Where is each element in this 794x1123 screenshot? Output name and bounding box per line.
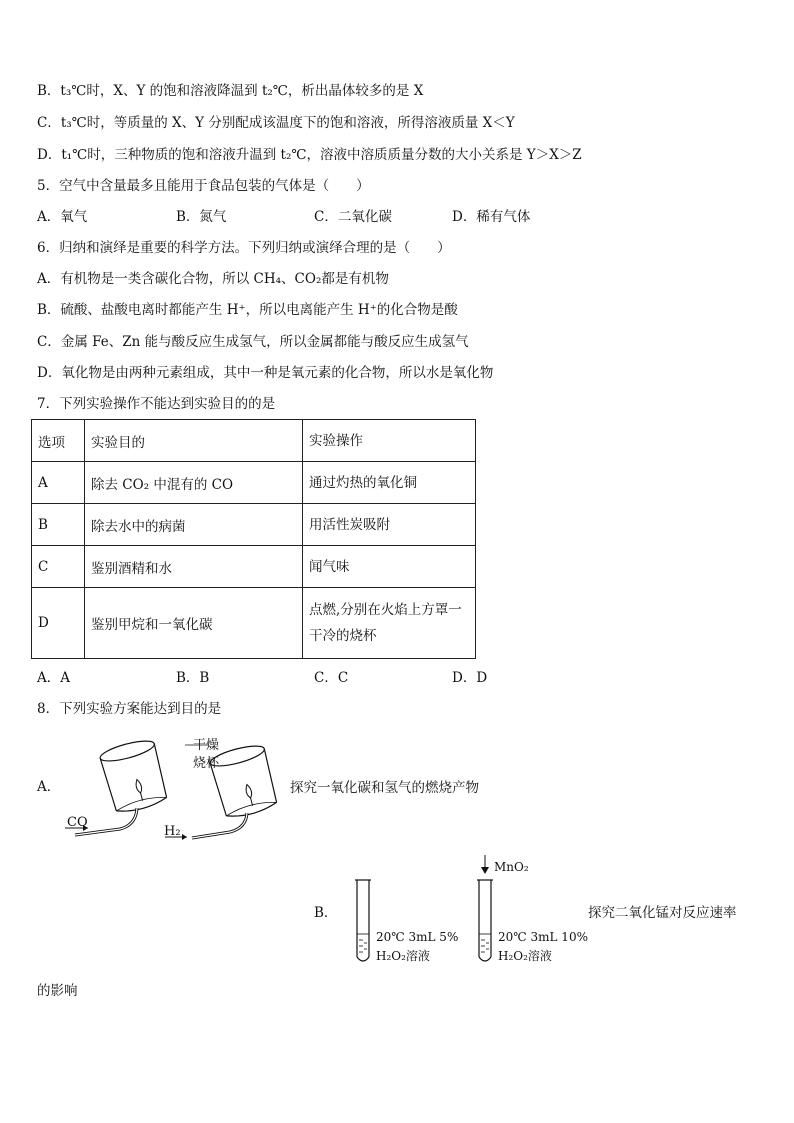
table-header-cell: 实验操作 <box>303 420 476 462</box>
table-header-row <box>32 420 476 462</box>
table-cell: 除去水中的病菌 <box>85 504 303 546</box>
table-row <box>32 588 476 659</box>
table-cell: 鉴别酒精和水 <box>85 546 303 588</box>
q7-option-d: D．D <box>452 670 488 686</box>
table-cell: A <box>32 462 85 504</box>
q5-option-d: D．稀有气体 <box>452 209 531 225</box>
q7-table <box>31 419 476 659</box>
gas-label-co: CO <box>67 815 88 830</box>
q7-option-c: C．C <box>314 670 349 686</box>
q5-option-b: B．氮气 <box>176 209 227 225</box>
table-cell: C <box>32 546 85 588</box>
q6-option-b: B．硫酸、盐酸电离时都能产生 H⁺，所以电离能产生 H⁺的化合物是酸 <box>37 302 458 318</box>
q8-option-b-desc-2: 的影响 <box>37 983 78 999</box>
q4-option-b: B．t₃℃时，X、Y 的饱和溶液降温到 t₂℃，析出晶体较多的是 X <box>37 83 424 99</box>
q6-stem: 6．归纳和演绎是重要的科学方法。下列归纳或演绎合理的是（ ） <box>37 240 451 256</box>
table-header-cell: 选项 <box>32 420 85 462</box>
beaker-label-line1: 干燥 <box>193 738 220 753</box>
beaker-left <box>98 737 169 816</box>
table-cell: D <box>32 588 85 659</box>
tube-right-label-line1: 20℃ 3mL 10% <box>498 930 588 944</box>
table-cell: B <box>32 504 85 546</box>
q5-option-a: A．氧气 <box>37 209 88 225</box>
beaker-right <box>208 742 279 821</box>
q6-option-a: A．有机物是一类含碳化合物，所以 CH₄、CO₂都是有机物 <box>37 271 389 287</box>
table-cell: 点燃,分别在火焰上方罩一干冷的烧杯 <box>303 588 476 659</box>
reagent-label-mno2: MnO₂ <box>494 860 529 874</box>
test-tube-left <box>355 880 371 961</box>
table-row <box>32 504 476 546</box>
table-cell: 除去 CO₂ 中混有的 CO <box>85 462 303 504</box>
tube-left-label-line1: 20℃ 3mL 5% <box>376 930 459 944</box>
q7-option-a: A．A <box>37 670 70 686</box>
q8-option-b-label: B． <box>314 905 338 921</box>
gas-label-h2: H₂ <box>164 824 181 839</box>
table-cell: 通过灼热的氧化铜 <box>303 462 476 504</box>
q7-stem: 7．下列实验操作不能达到实验目的的是 <box>37 396 276 412</box>
q4-option-c: C．t₃℃时，等质量的 X、Y 分别配成该温度下的饱和溶液，所得溶液质量 X＜Y <box>37 115 515 131</box>
q6-option-c: C．金属 Fe、Zn 能与酸反应生成氢气，所以金属都能与酸反应生成氢气 <box>37 334 469 350</box>
q8-option-b-desc-1: 探究二氧化锰对反应速率 <box>588 905 737 921</box>
q5-stem: 5．空气中含量最多且能用于食品包装的气体是（ ） <box>37 178 370 194</box>
q8-stem: 8．下列实验方案能达到目的是 <box>37 701 222 717</box>
table-header-cell: 实验目的 <box>85 420 303 462</box>
combustion-beaker-figure <box>60 725 320 845</box>
q4-option-d: D．t₁℃时，三种物质的饱和溶液升温到 t₂℃，溶液中溶质质量分数的大小关系是 Y＞X＞Z <box>37 147 582 163</box>
q8-option-a-label: A． <box>37 779 61 795</box>
test-tube-right <box>477 880 493 961</box>
table-row <box>32 462 476 504</box>
table-cell: 用活性炭吸附 <box>303 504 476 546</box>
beaker-label-line2: 烧杯 <box>193 756 220 771</box>
tube-right-label-line2: H₂O₂溶液 <box>498 949 552 963</box>
table-row <box>32 546 476 588</box>
table-cell: 闻气味 <box>303 546 476 588</box>
table-cell: 鉴别甲烷和一氧化碳 <box>85 588 303 659</box>
q8-option-a-desc: 探究一氧化碳和氢气的燃烧产物 <box>290 780 479 796</box>
q6-option-d: D．氧化物是由两种元素组成，其中一种是氧元素的化合物，所以水是氧化物 <box>37 365 494 381</box>
q5-option-c: C．二氧化碳 <box>314 209 392 225</box>
q7-option-b: B．B <box>176 670 210 686</box>
tube-left-label-line2: H₂O₂溶液 <box>376 949 430 963</box>
